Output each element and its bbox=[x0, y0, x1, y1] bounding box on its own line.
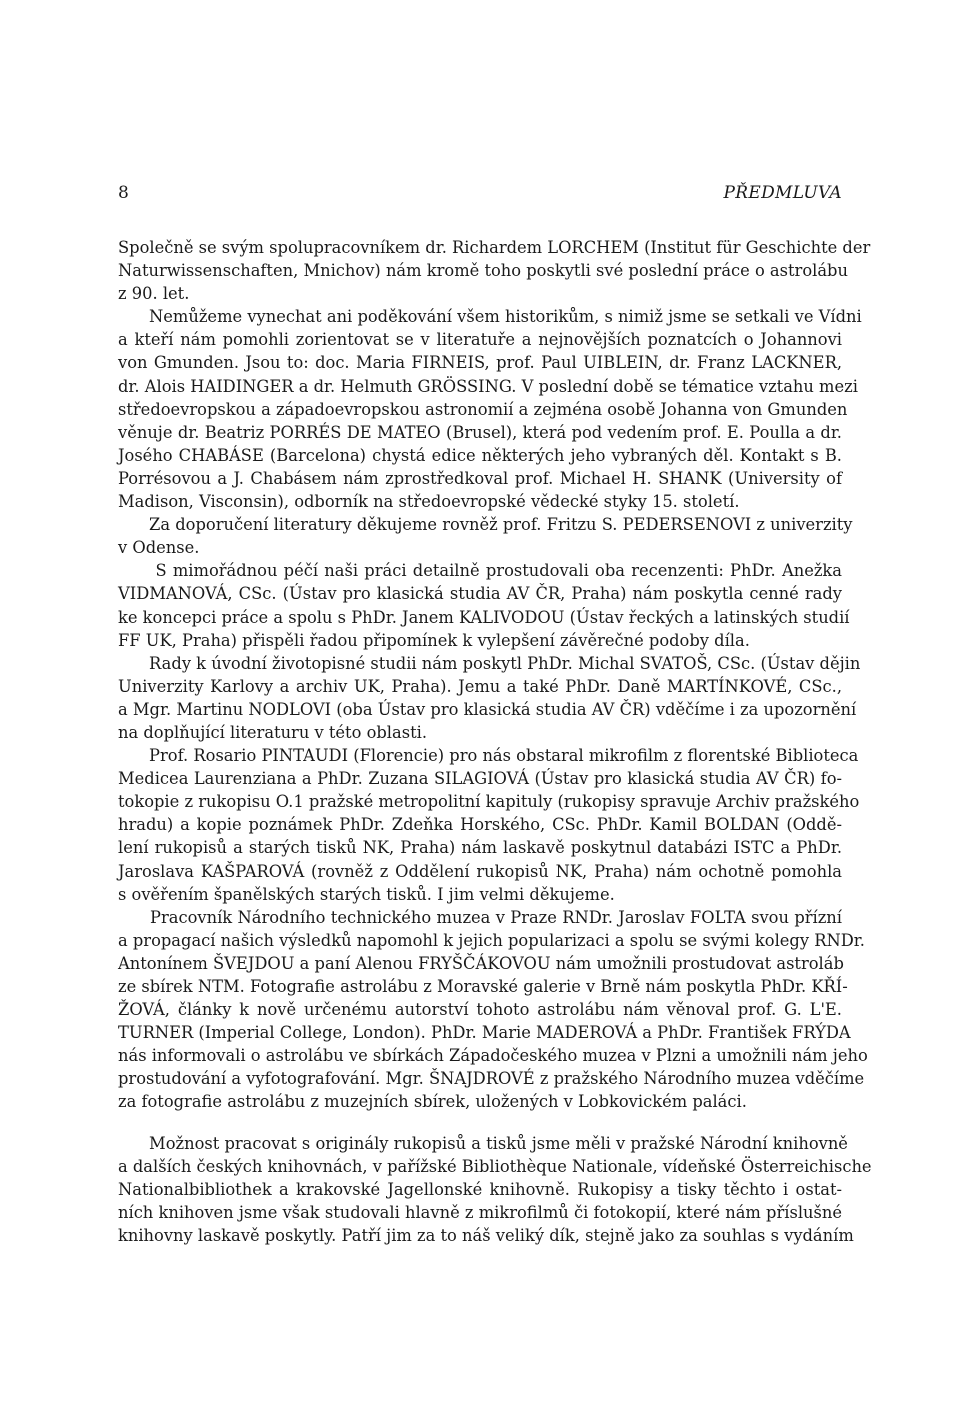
text-line: Za doporučení literatury děkujeme rovněž prof. Fritzu S. PEDERSENOVI z univerzity bbox=[118, 515, 853, 535]
text-line: nás informovali o astrolábu ve sbírkách Západočeského muzea v Plzni a umožnili nám jeho bbox=[118, 1046, 868, 1066]
text-line: Porrésovou a J. Chabásem nám zprostředkoval prof. Michael H. SHANK (University of bbox=[118, 468, 842, 488]
paragraph-gap bbox=[118, 1114, 842, 1132]
text-line: ŽOVÁ, články k nově určenému autorství tohoto astrolábu nám věnoval prof. G. L'E. bbox=[118, 1000, 842, 1020]
text-line: von Gmunden. Jsou to: doc. Maria FIRNEIS, prof. Paul UIBLEIN, dr. Franz LACKNER, bbox=[118, 353, 842, 373]
text-line: Univerzity Karlovy a archiv UK, Praha). Jemu a také PhDr. Daně MARTÍNKOVÉ, CSc., bbox=[118, 676, 842, 696]
text-line: dr. Alois HAIDINGER a dr. Helmuth GRÖSSING. V poslední době se tématice vztahu mezi bbox=[118, 376, 858, 396]
text-line: Antonínem ŠVEJDOU a paní Alenou FRYŠČÁKOVOU nám umožnili prostudovat astroláb bbox=[118, 953, 844, 973]
text-line: a Mgr. Martinu NODLOVI (oba Ústav pro klasická studia AV ČR) vděčíme i za upozornění bbox=[118, 699, 857, 719]
text-line: Naturwissenschaften, Mnichov) nám kromě toho poskytli své poslední práce o astrolábu bbox=[118, 261, 848, 281]
section-title: PŘEDMLUVA bbox=[723, 183, 842, 203]
text-line: VIDMANOVÁ, CSc. (Ústav pro klasická studia AV ČR, Praha) nám poskytla cenné rady bbox=[118, 584, 842, 604]
text-line: Jaroslava KAŠPAROVÁ (rovněž z Oddělení rukopisů NK, Praha) nám ochotně pomohla bbox=[118, 861, 842, 881]
text-line: Rady k úvodní životopisné studii nám poskytl PhDr. Michal SVATOŠ, CSc. (Ústav dějin bbox=[118, 653, 861, 673]
page-number: 8 bbox=[118, 183, 129, 203]
text-line: ke koncepci práce a spolu s PhDr. Janem KALIVODOU (Ústav řeckých a latinských studií bbox=[118, 607, 850, 627]
text-line: na doplňující literaturu v této oblasti. bbox=[118, 722, 427, 742]
body-text bbox=[118, 236, 872, 1247]
text-line: Společně se svým spolupracovníkem dr. Richardem LORCHEM (Institut für Geschichte der bbox=[118, 238, 871, 257]
running-head bbox=[118, 183, 842, 207]
text-line: prostudování a vyfotografování. Mgr. ŠNAJDROVÉ z pražského Národního muzea vděčíme bbox=[118, 1069, 865, 1089]
text-line: Madison, Visconsin), odborník na středoevropské vědecké styky 15. století. bbox=[118, 492, 740, 512]
text-line: v Odense. bbox=[118, 538, 200, 558]
text-line: knihovny laskavě poskytly. Patří jim za to náš veliký dík, stejně jako za souhlas s vydáním bbox=[118, 1225, 854, 1245]
text-line: Joséhо CHABÁSE (Barcelona) chystá edice některých jeho vybraných děl. Kontakt s B. bbox=[118, 445, 842, 465]
text-line: Nemůžeme vynechat ani poděkování všem historikům, s nimiž jsme se setkali ve Vídni bbox=[118, 307, 862, 327]
text-line: a dalších českých knihovnách, v pařížské Bibliothèque Nationale, vídeňské Österreichische bbox=[118, 1156, 872, 1176]
text-line: za fotografie astrolábu z muzejních sbírek, uložených v Lobkovickém paláci. bbox=[118, 1092, 747, 1112]
text-line: Nationalbibliothek a krakovské Jagellonské knihovně. Rukopisy a tisky těchto i ostat- bbox=[118, 1179, 842, 1199]
text-line: Možnost pracovat s originály rukopisů a tisků jsme měli v pražské Národní knihovně bbox=[118, 1133, 848, 1153]
text-line: věnuje dr. Beatriz PORRÉS DE MATEO (Brusel), která pod vedením prof. E. Poulla a dr. bbox=[118, 422, 842, 442]
text-line: středoevropskou a západoevropskou astronomií a zejména osobě Johanna von Gmunden bbox=[118, 399, 848, 419]
text-line: Medicea Laurenziana a PhDr. Zuzana SILAGIOVÁ (Ústav pro klasická studia AV ČR) fo- bbox=[118, 769, 842, 789]
text-line: FF UK, Praha) přispěli řadou připomínek k vylepšení závěrečné podoby díla. bbox=[118, 630, 750, 650]
text-line: Pracovník Národního technického muzea v Praze RNDr. Jaroslav FOLTA svou přízní bbox=[118, 907, 842, 927]
text-line: s ověřením španělských starých tisků. I jim velmi děkujeme. bbox=[118, 884, 615, 904]
text-line: TURNER (Imperial College, London). PhDr. Marie MADEROVÁ a PhDr. František FRÝDA bbox=[118, 1023, 851, 1043]
text-line: a kteří nám pomohli zorientovat se v literatuře a nejnovějších poznatcích o Johannovi bbox=[118, 330, 842, 350]
text-line: hradu) a kopie poznámek PhDr. Zdeňka Horského, CSc. PhDr. Kamil BOLDAN (Oddě- bbox=[118, 815, 842, 835]
text-line: Prof. Rosario PINTAUDI (Florencie) pro nás obstaral mikrofilm z florentské Biblioteca bbox=[118, 746, 859, 766]
text-line: ních knihoven jsme však studovali hlavně z mikrofilmů či fotokopií, které nám příslušné bbox=[118, 1202, 842, 1222]
text-line: z 90. let. bbox=[118, 284, 190, 304]
text-line: S mimořádnou péčí naši práci detailně prostudovali oba recenzenti: PhDr. Anežka bbox=[118, 561, 842, 581]
text-line: a propagací našich výsledků napomohl k jejich popularizaci a spolu se svými kolegy RNDr. bbox=[118, 930, 865, 950]
book-page bbox=[118, 0, 872, 1411]
text-line: tokopie z rukopisu O.1 pražské metropolitní kapituly (rukopisy spravuje Archiv pražského bbox=[118, 792, 860, 812]
text-line: lení rukopisů a starých tisků NK, Praha) nám laskavě poskytnul databázi ISTC a PhDr. bbox=[118, 838, 842, 858]
text-line: ze sbírek NTM. Fotografie astrolábu z Moravské galerie v Brně nám poskytla PhDr. KŘÍ- bbox=[118, 977, 848, 996]
